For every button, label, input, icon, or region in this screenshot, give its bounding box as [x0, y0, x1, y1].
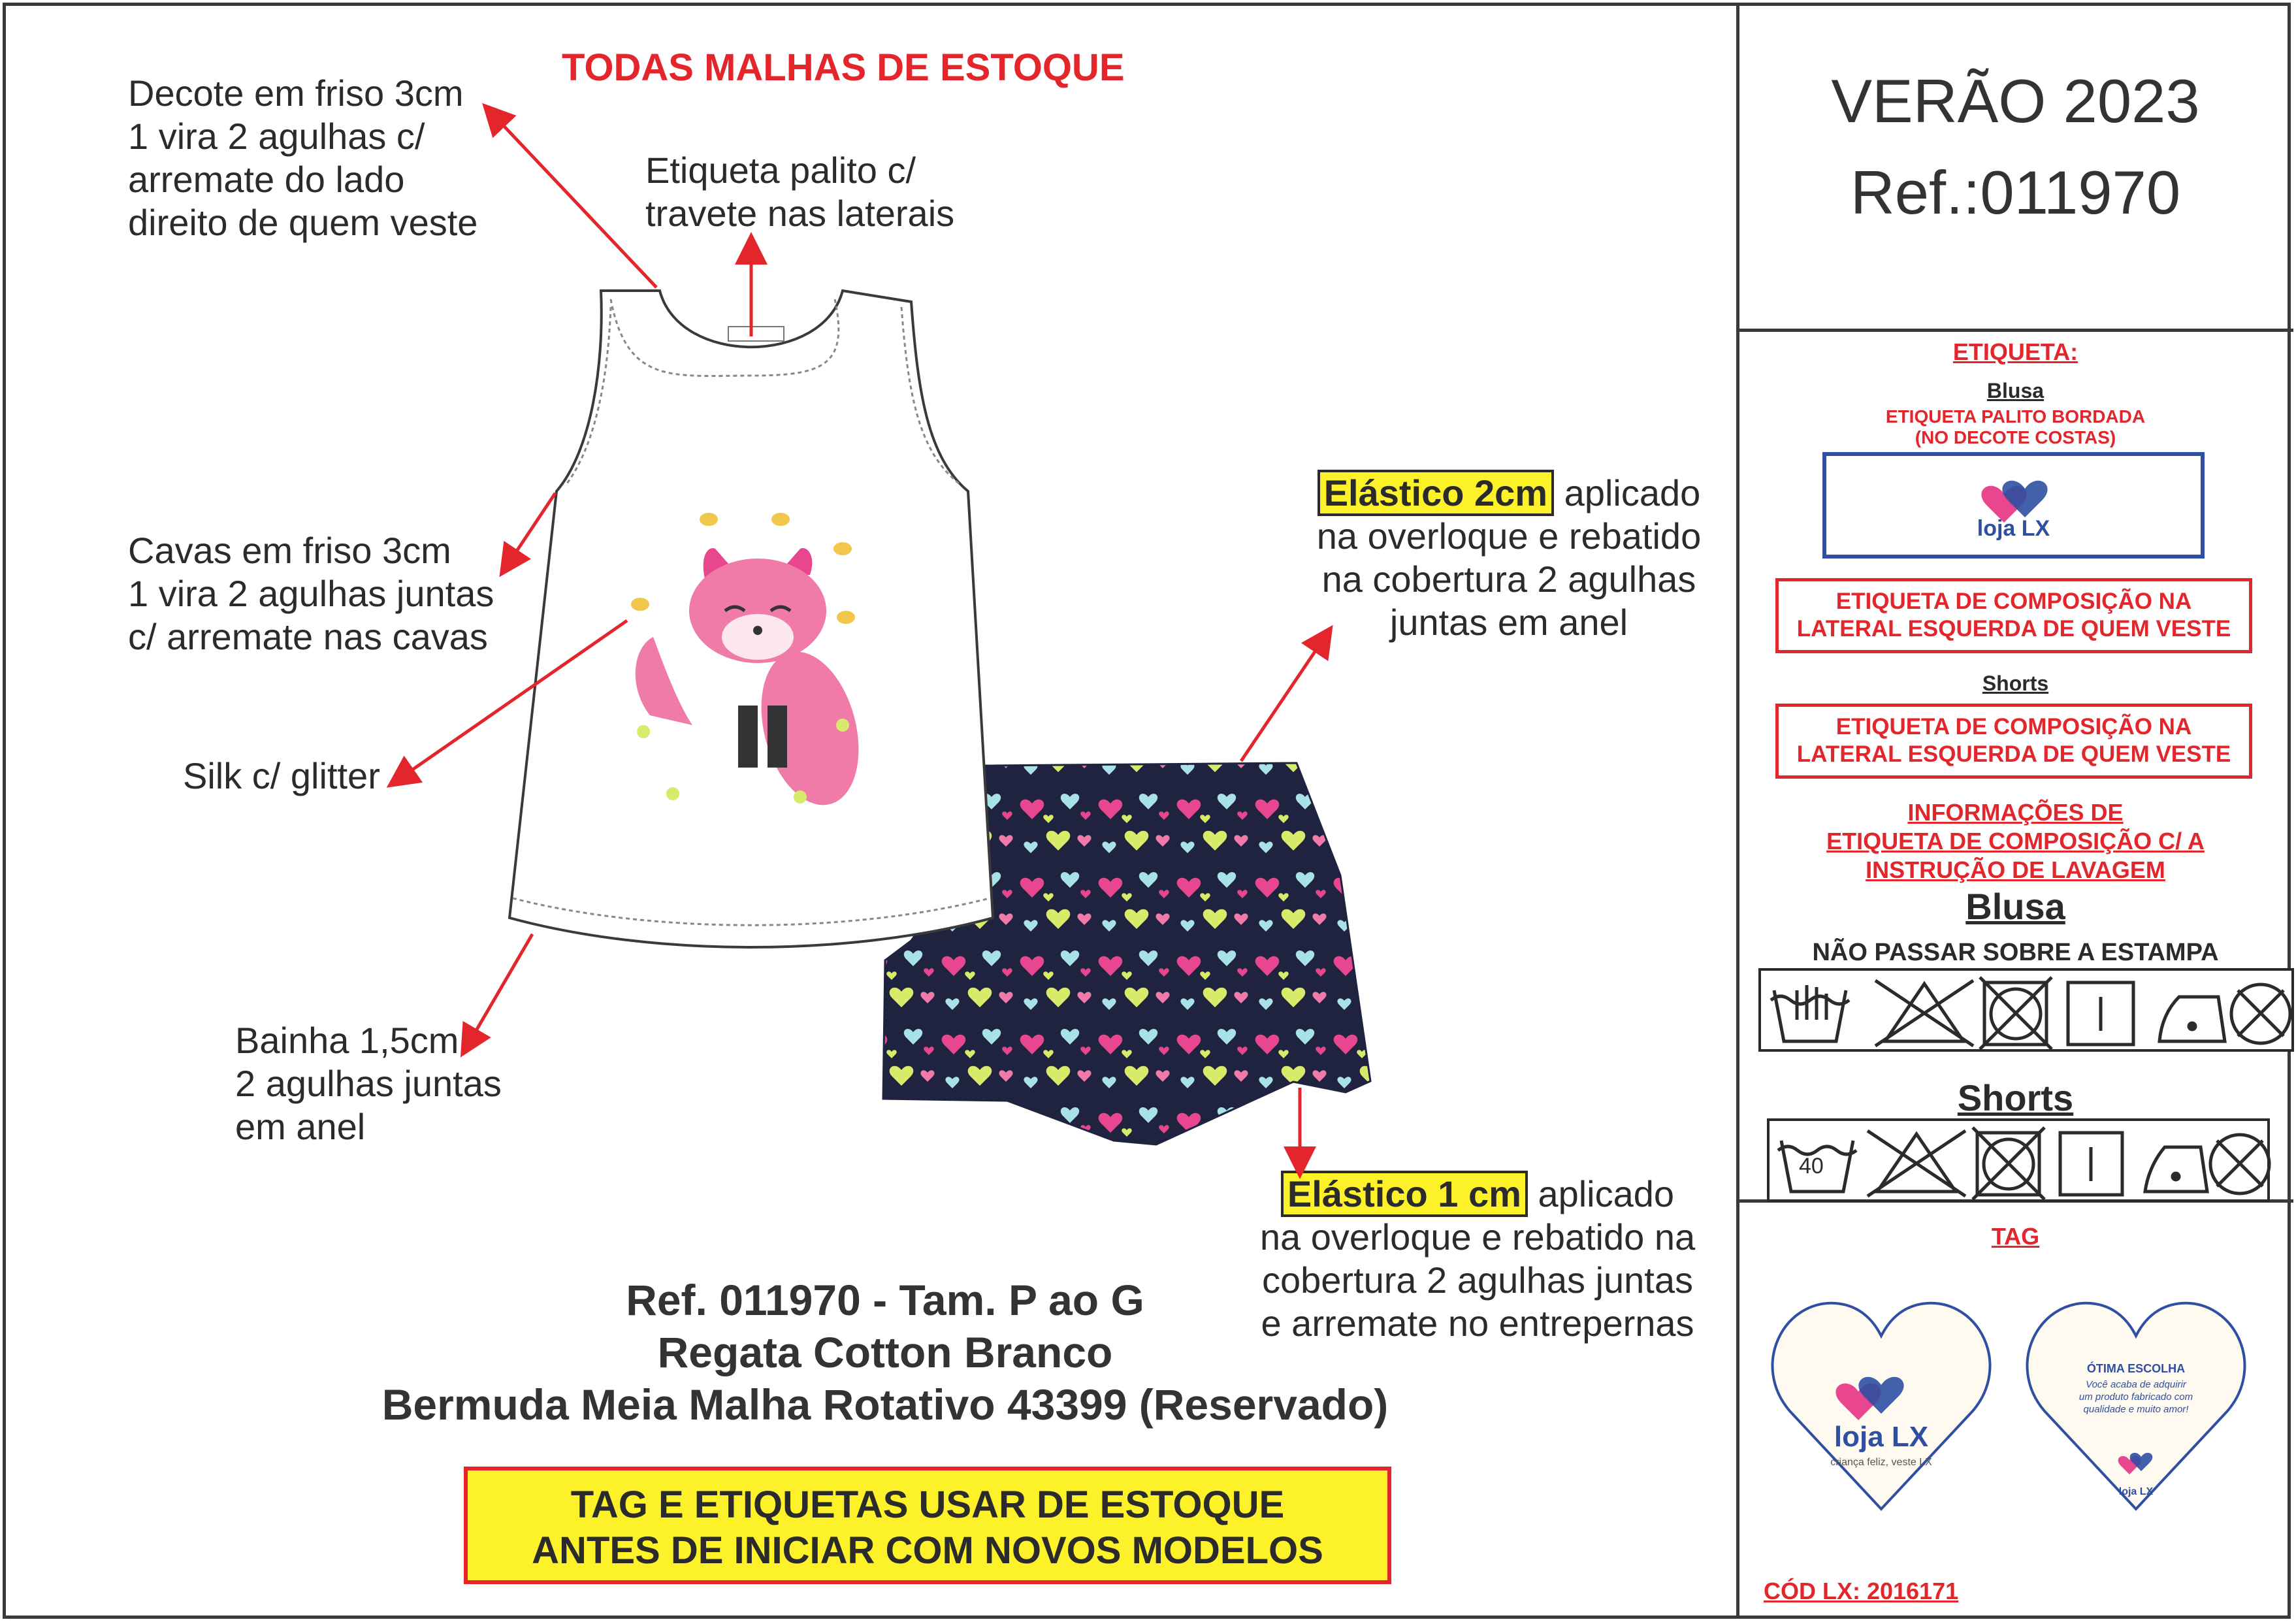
- hand-wash-icon: [1771, 985, 1849, 1041]
- elastico-1cm-first: aplicado: [1538, 1173, 1675, 1214]
- woven-label-image: [1822, 452, 2205, 559]
- blusa-small-heading: Blusa: [1986, 379, 2045, 402]
- info-line-3: INSTRUÇÃO DE LAVAGEM: [1866, 856, 2165, 883]
- comp-blusa-line-2: LATERAL ESQUERDA DE QUEM VESTE: [1796, 616, 2231, 641]
- blusa-big-heading: Blusa: [1965, 886, 2065, 927]
- care-symbols-shorts: [1767, 1118, 2270, 1202]
- tank-top-drawing: [509, 291, 993, 947]
- tag-front-slogan: criança feliz, veste LX: [1830, 1457, 1932, 1468]
- line-dry-icon: [2060, 1133, 2122, 1195]
- warning-line-2: ANTES DE INICIAR COM NOVOS MODELOS: [532, 1529, 1323, 1572]
- no-bleach-icon: [1868, 1131, 1965, 1196]
- tag-back-text-3: qualidade e muito amor!: [2083, 1404, 2189, 1415]
- composition-label-shorts: [1775, 704, 2252, 779]
- tag-back-text-2: um produto fabricado com: [2078, 1391, 2193, 1403]
- elastico-2cm-highlight: Elástico 2cm: [1318, 470, 1554, 516]
- no-tumble-dry-icon: [1980, 977, 2052, 1049]
- product-line-1: Ref. 011970 - Tam. P ao G: [626, 1276, 1144, 1324]
- info-line-2: ETIQUETA DE COMPOSIÇÃO C/ A: [1826, 828, 2205, 854]
- note-silk: Silk c/ glitter: [183, 755, 380, 796]
- note-decote: Decote em friso 3cm 1 vira 2 agulhas c/ arremate do lado direito de quem veste: [128, 73, 478, 243]
- no-bleach-icon: [1875, 981, 1973, 1046]
- tag-back-logo: loja LX: [2118, 1486, 2154, 1497]
- woven-logo-text: loja LX: [1977, 516, 2050, 541]
- shorts-big-heading: Shorts: [1957, 1077, 2074, 1118]
- no-dry-clean-icon: [2210, 1135, 2269, 1194]
- tag-title: TAG: [1991, 1223, 2040, 1250]
- note-cavas: Cavas em friso 3cm 1 vira 2 agulhas juntas c/ arremate nas cavas: [128, 530, 494, 657]
- warning-line-1: TAG E ETIQUETAS USAR DE ESTOQUE: [570, 1484, 1285, 1526]
- palito-label-text: [1739, 406, 2291, 448]
- reference-label: Ref.:011970: [1850, 158, 2181, 227]
- cod-label: CÓD LX: 2016171: [1764, 1578, 1959, 1604]
- comp-shorts-line-1: ETIQUETA DE COMPOSIÇÃO NA: [1835, 714, 2192, 739]
- shorts-small-heading: Shorts: [1982, 672, 2049, 695]
- note-bainha: Bainha 1,5cm 2 agulhas juntas em anel: [235, 1020, 502, 1147]
- info-line-1: INFORMAÇÕES DE: [1907, 799, 2124, 826]
- season-header: [1739, 56, 2291, 238]
- tag-back-text: [2018, 1378, 2254, 1416]
- tag-back-text-1: Você acaba de adquirir: [2086, 1379, 2186, 1390]
- elastico-2cm-rest: na overloque e rebatido na cobertura 2 agulhas juntas em anel: [1316, 515, 1702, 643]
- line-dry-icon: [2068, 983, 2133, 1045]
- no-dry-clean-icon: [2231, 984, 2290, 1043]
- iron-low-icon: [2145, 1147, 2207, 1192]
- wash-temp-label: 40: [1799, 1154, 1824, 1178]
- note-etiqueta-palito: Etiqueta palito c/ travete nas laterais: [645, 150, 955, 234]
- product-line-2: Regata Cotton Branco: [657, 1328, 1113, 1376]
- composition-label-blusa: [1775, 578, 2252, 653]
- elastico-2cm-first: aplicado: [1564, 472, 1701, 513]
- elastico-1cm-rest: na overloque e rebatido na cobertura 2 agulhas juntas e arremate no entrepernas: [1259, 1216, 1696, 1344]
- elastico-1cm-highlight: Elástico 1 cm: [1281, 1171, 1528, 1217]
- comp-blusa-line-1: ETIQUETA DE COMPOSIÇÃO NA: [1835, 589, 2192, 614]
- no-iron-print-note: NÃO PASSAR SOBRE A ESTAMPA: [1812, 939, 2219, 966]
- no-tumble-dry-icon: [1973, 1128, 2045, 1199]
- palito-line-1: ETIQUETA PALITO BORDADA: [1885, 406, 2146, 427]
- season-label: VERÃO 2023: [1831, 67, 2200, 135]
- palito-line-2: (NO DECOTE COSTAS): [1915, 427, 2116, 447]
- iron-low-icon: [2159, 997, 2225, 1041]
- tag-front-logo: loja LX: [1834, 1421, 1929, 1453]
- care-symbols-blusa: [1758, 968, 2294, 1052]
- sidebar-divider-top: [1736, 329, 2293, 332]
- care-info-heading: [1739, 798, 2291, 885]
- etiqueta-title: ETIQUETA:: [1952, 338, 2078, 365]
- product-line-3: Bermuda Meia Malha Rotativo 43399 (Reservado): [381, 1380, 1389, 1429]
- hang-tag-front-shape: [1764, 1293, 1999, 1529]
- comp-shorts-line-2: LATERAL ESQUERDA DE QUEM VESTE: [1796, 741, 2231, 767]
- tag-back-title: ÓTIMA ESCOLHA: [2086, 1362, 2186, 1375]
- page-title: TODAS MALHAS DE ESTOQUE: [562, 46, 1125, 89]
